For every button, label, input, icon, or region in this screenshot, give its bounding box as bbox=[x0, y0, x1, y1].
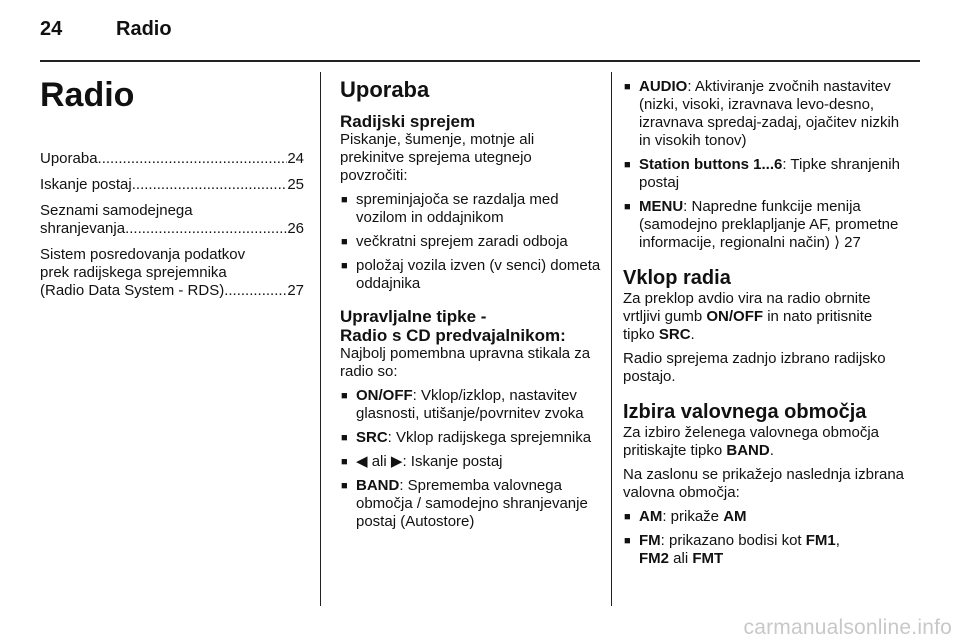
bullet: ■ bbox=[341, 194, 348, 206]
toc-page-number: 26 bbox=[287, 220, 304, 237]
toc-page-number: 27 bbox=[287, 282, 304, 299]
arrow-right-icon: ▶ bbox=[390, 453, 403, 470]
bullet: ■ bbox=[341, 260, 348, 272]
header-divider bbox=[40, 60, 920, 62]
section-title-uporaba: Uporaba bbox=[340, 77, 430, 102]
arrow-left-icon: ◀ bbox=[356, 453, 368, 470]
content-column-3 bbox=[623, 78, 905, 574]
chapter-title: Radio bbox=[40, 76, 135, 114]
bullet: ■ bbox=[341, 236, 348, 248]
toc-column bbox=[40, 78, 304, 308]
controls-list bbox=[340, 387, 602, 531]
reception-causes-list bbox=[340, 191, 602, 293]
column-divider-1 bbox=[320, 72, 321, 606]
list-item-audio: ■ AUDIO: Aktiviranje zvočnih nastavitev (nizki, visoki, izravnava levo-desno, izravnava spredaj-zadaj, ojačitev nizkih in visokih tonov) bbox=[624, 78, 900, 149]
list-item-seek: ■ ◀ ali ▶: Iskanje postaj bbox=[341, 453, 503, 470]
toc-entry[interactable] bbox=[40, 246, 304, 300]
toc-entry-text: Seznami samodejnega bbox=[40, 202, 193, 219]
subheading-radijski-sprejem: Radijski sprejem bbox=[340, 112, 476, 131]
page-number: 24 bbox=[40, 18, 63, 40]
toc-leader-dots bbox=[132, 176, 288, 194]
table-of-contents bbox=[40, 150, 304, 300]
subheading-controls: Upravljalne tipke - Radio s CD predvajalnikom: bbox=[340, 307, 566, 345]
page-reference-icon: ⟩ bbox=[834, 234, 840, 251]
list-item-band: ■ BAND: Sprememba valovnega območja / samodejno shranjevanje postaj (Autostore) bbox=[341, 477, 588, 530]
list-item-menu: ■ MENU: Napredne funkcije menija (samodejno preklapljanje AF, prometne informacije, regionalni način) ⟩ 27 bbox=[624, 198, 899, 251]
column-divider-2 bbox=[611, 72, 612, 606]
toc-entry-text: Iskanje postaj bbox=[40, 176, 132, 193]
content-column-2 bbox=[340, 78, 602, 537]
list-item: ■ spreminjajoča se razdalja med vozilom in oddajnikom bbox=[341, 191, 559, 226]
toc-entry-text: Sistem posredovanja podatkov bbox=[40, 246, 246, 263]
list-item: ■ večkratni sprejem zaradi odboja bbox=[341, 233, 568, 250]
list-item-station-buttons: ■ Station buttons 1...6: Tipke shranjenih postaj bbox=[624, 156, 900, 191]
paragraph-band-2: Na zaslonu se prikažejo naslednja izbrana valovna območja: bbox=[623, 466, 905, 501]
band-list bbox=[623, 508, 905, 568]
paragraph-band-1: Za izbiro želenega valovnega območja pritiskajte tipko BAND. bbox=[623, 424, 879, 459]
toc-leader-dots bbox=[224, 282, 287, 300]
toc-page-number: 24 bbox=[287, 150, 304, 167]
paragraph-reception-intro: Piskanje, šumenje, motnje ali prekinitve sprejema utegnejo povzročiti: bbox=[340, 131, 535, 184]
section-title-band: Izbira valovnega območja bbox=[623, 401, 867, 423]
toc-entry-text: (Radio Data System - RDS) bbox=[40, 282, 225, 299]
list-item-fm: ■ FM: prikazano bodisi kot FM1, FM2 ali FMT bbox=[624, 532, 840, 567]
toc-leader-dots bbox=[125, 220, 287, 238]
watermark: carmanualsonline.info bbox=[743, 616, 952, 639]
paragraph-vklop-2: Radio sprejema zadnjo izbrano radijsko postajo. bbox=[623, 350, 886, 385]
paragraph-controls-intro: Najbolj pomembna upravna stikala za radio so: bbox=[340, 345, 591, 380]
list-item-am: ■ AM: prikaže AM bbox=[624, 508, 747, 525]
paragraph-vklop-1: Za preklop avdio vira na radio obrnite vrtljivi gumb ON/OFF in nato pritisnite tipko SRC. bbox=[623, 290, 873, 343]
toc-entry-text: Uporaba bbox=[40, 150, 98, 167]
header-section-title: Radio bbox=[116, 18, 172, 40]
toc-entry[interactable] bbox=[40, 202, 304, 238]
page-reference[interactable]: 27 bbox=[844, 234, 861, 251]
toc-entry[interactable] bbox=[40, 150, 304, 168]
controls-list-continued bbox=[623, 78, 905, 252]
toc-leader-dots bbox=[98, 150, 288, 168]
list-item-on-off: ■ ON/OFF: Vklop/izklop, nastavitev glasnosti, utišanje/povrnitev zvoka bbox=[341, 387, 584, 422]
toc-page-number: 25 bbox=[287, 176, 304, 193]
section-title-vklop-radia: Vklop radia bbox=[623, 267, 731, 289]
list-item: ■ položaj vozila izven (v senci) dometa oddajnika bbox=[341, 257, 601, 292]
toc-entry-text: shranjevanja bbox=[40, 220, 126, 237]
toc-entry[interactable] bbox=[40, 176, 304, 194]
toc-entry-text: prek radijskega sprejemnika bbox=[40, 264, 227, 281]
list-item-src: ■ SRC: Vklop radijskega sprejemnika bbox=[341, 429, 592, 446]
